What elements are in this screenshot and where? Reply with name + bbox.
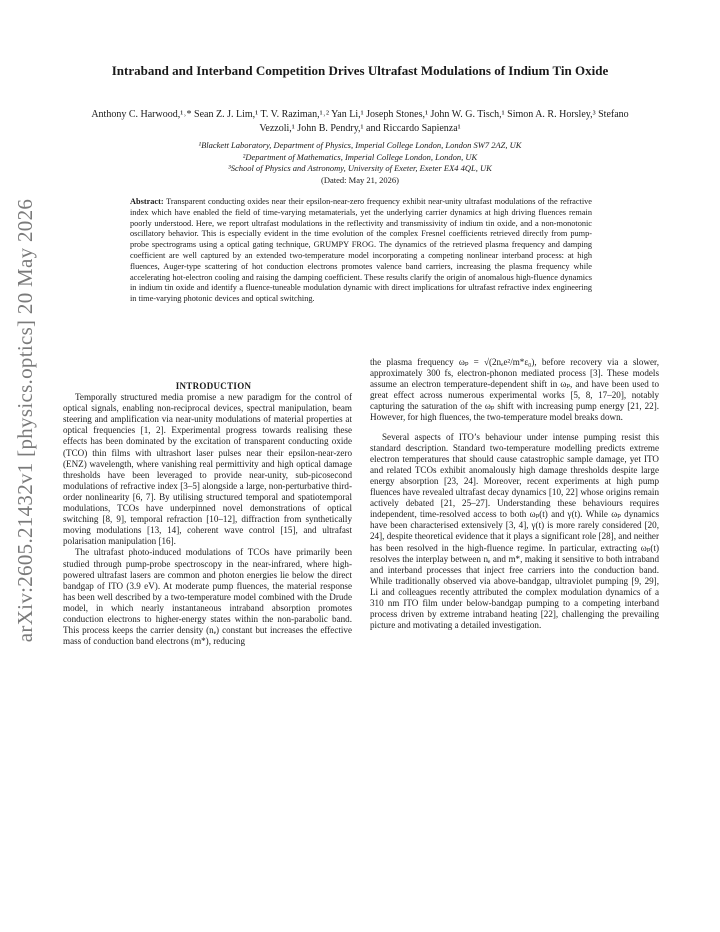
paragraph: the plasma frequency ωₚ = √(2nₑe²/m*ε₀), before recovery via a slower, approximately 300 fs, electron-phonon mediated process [3]. These models assume an electron temperature-dependent shift in ωₚ, and have been used to great effect across numerous experimental works [5, 8, 17–20], notably capturing the saturation of the ωₚ shift with increasing pump energy [21, 22]. However, for high fluences, the two-temperature model breaks down. [370,357,659,423]
section-heading: INTRODUCTION [175,381,252,391]
affiliations [82,140,638,186]
affiliation-3: ³School of Physics and Astronomy, University of Exeter, Exeter EX4 4QL, UK [228,163,492,173]
affiliation-1: ¹Blackett Laboratory, Department of Physics, Imperial College London, London SW7 2AZ, UK [198,140,522,150]
abstract [130,197,592,305]
date-line: (Dated: May 21, 2026) [321,174,399,185]
right-column [370,357,659,631]
arxiv-sidebar-stamp [6,200,46,640]
paper-title: Intraband and Interband Competition Drives Ultrafast Modulations of Indium Tin Oxide [111,63,609,78]
abstract-label: Abstract: [130,197,164,206]
affiliation-2: ²Department of Mathematics, Imperial College London, London, UK [242,151,478,162]
abstract-text: Transparent conducting oxides near their epsilon-near-zero frequency exhibit near-unity ultrafast modulations of the refractive index which have enabled the field of time-varying metamaterials, yet the underlying carrier dynamics at high driving fluences remain poorly understood. Here, we report ultrafast modulations in the reflectivity and transmissivity of indium tin oxide, and a non-monotonic oscillatory behavior. This is especially evident in the time evolution of the complex Fresnel coefficients retrieved directly from pump-probe spectrograms using a optical gating technique, GRUMPY FROG. The dynamics of the retrieved plasma frequency and damping coefficient are well captured by an extended two-temperature model incorporating a competing nonlinear interband process: at high fluences, Auger-type scattering of hot conduction electrons promotes valence band carriers, increasing the plasma frequency while accelerating hot-electron cooling and raising the damping coefficient. These results clarify the origin of anomalous high-fluence dynamics in indium tin oxide and identify a fluence-tuneable modulation dynamic with direct implications for ultrafast refractive index engineering in time-varying photonic devices and optical switching. [130,197,592,304]
paragraph: The ultrafast photo-induced modulations of TCOs have primarily been studied through pump-probe spectroscopy in the near-infrared, where high-powered ultrafast lasers are common and photon energies lie below the direct bandgap of ITO (3.9 eV). At moderate pump fluences, the material response has been well described by a two-temperature model combined with the Drude model, in which nearly instantaneous intraband absorption promotes conduction electrons to higher-energy states within the non-parabolic band. This process keeps the carrier density (nₑ) constant but increases the effective mass of conduction band electrons (m*), reducing [63,547,352,647]
paragraph: Several aspects of ITO’s behaviour under intense pumping resist this standard description. Standard two-temperature modelling predicts extreme electron temperatures that should cause catastrophic sample damage, yet ITO and related TCOs exhibit anomalously high damage thresholds despite large energy absorption [23, 24]. Moreover, recent experiments at high pump fluences have revealed ultrafast decay dynamics [10, 22] whose origins remain actively debated [21, 25–27]. Understanding these behaviours requires independent, time-resolved access to both ωₚ(t) and γ(t). While ωₚ dynamics have been characterised extensively [3, 4], γ(t) is more rarely considered [20, 24], despite theoretical evidence that it plays a significant role [28], and neither has been resolved in the high-fluence regime. In particular, extracting ωₚ(t) resolves the interplay between nₑ and m*, making it sensitive to both intraband and interband processes that inject free carriers into the conduction band. While traditionally observed via above-bandgap, ultraviolet pumping [9, 29], Li and colleagues recently attributed the complex modulation dynamics of a 310 nm ITO film under below-bandgap pumping to a competing interband process driven by extreme intraband heating [22], challenging the prevailing picture and motivating a detailed investigation. [370,431,659,631]
author-list: Anthony C. Harwood,¹˒* Sean Z. J. Lim,¹ T. V. Raziman,¹˒² Yan Li,¹ Joseph Stones,¹ John W. G. Tisch,¹ Simon A. R. Horsley,³ Stefano Vezzoli,¹ John B. Pendry,¹ and Riccardo Sapienza¹ [91,109,629,134]
left-column [63,381,352,647]
paragraph-gap [370,424,659,432]
paragraph: Temporally structured media promise a new paradigm for the control of optical signals, enabling non-reciprocal devices, spectral manipulation, beam steering and amplification via near-unity modulations of material properties at optical frequencies [1, 2]. Experimental progress towards realising these effects has been dominated by the excitation of transparent conducting oxide (TCO) thin films with ultrashort laser pulses near their epsilon-near-zero (ENZ) wavelength, where vanishing real permittivity and high optical damage thresholds have been leveraged to provide near-unity, sub-picosecond modulations of refractive index [3–5] alongside a large, non-perturbative third-order nonlinearity [6, 7]. By utilising structured temporal and spatiotemporal modulations, TCOs have underpinned novel demonstrations of optical switching [8, 9], temporal refraction [10–12], diffraction from synthetically moving modulations [13, 14], coherent wave control [15], and ultrafast polarisation manipulation [16]. [63,392,352,547]
arxiv-identifier[interactable]: arXiv:2605.21432v1 [physics.optics] 20 May 2026 [13,198,38,642]
